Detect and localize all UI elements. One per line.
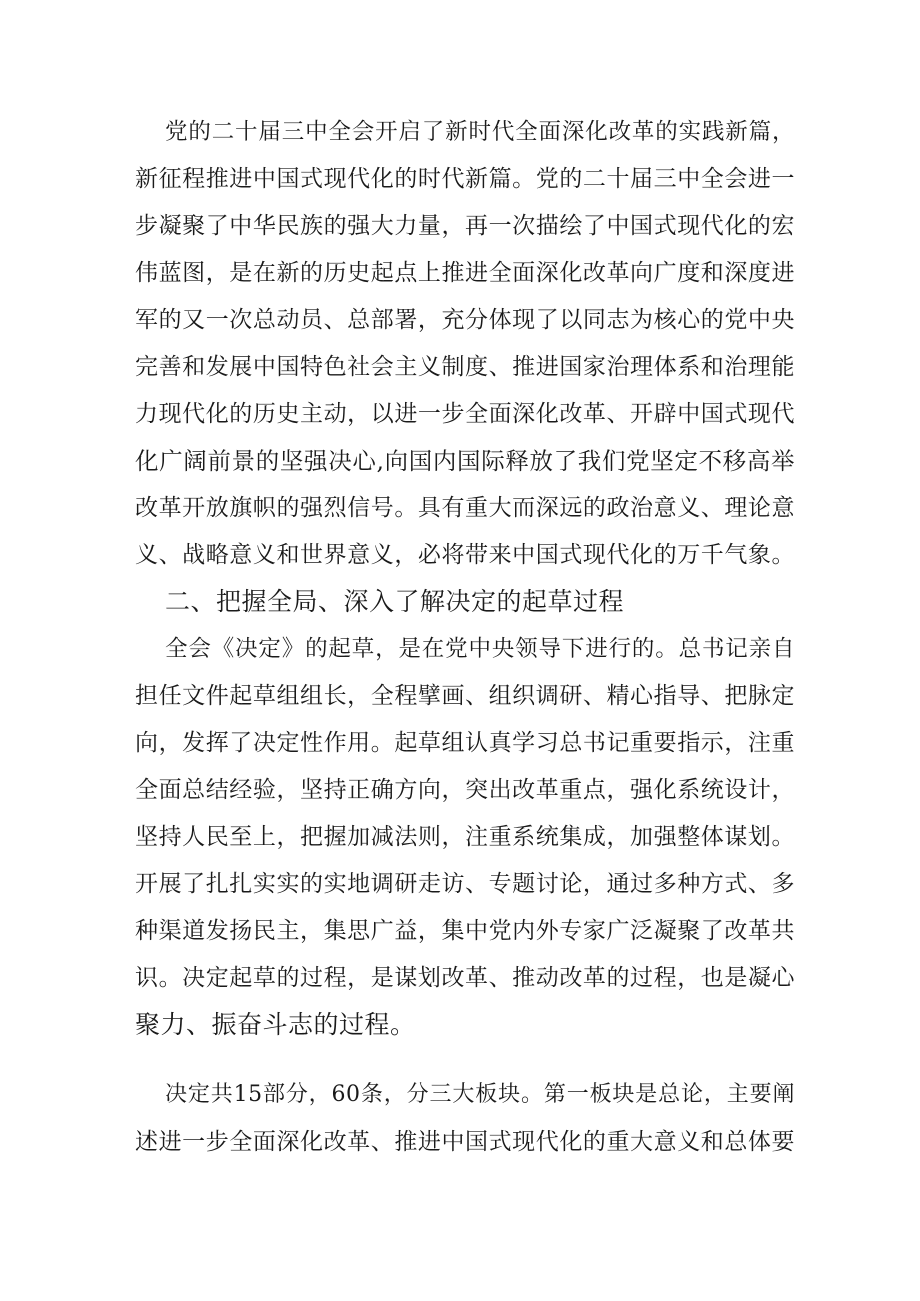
paragraph-2-line-9: 聚力、振奋斗志的过程。 (135, 1010, 416, 1039)
paragraph-1-line-8: 化广阔前景的坚强决心,向国内国际释放了我们党坚定不移高举 (135, 447, 795, 475)
paragraph-2-line-1: 全会《决定》的起草，是在党中央领导下进行的。总书记亲自 (165, 636, 795, 662)
section-heading: 二、把握全局、深入了解决定的起草过程 (165, 587, 625, 616)
paragraph-1-line-4: 伟蓝图，是在新的历史起点上推进全面深化改革向广度和深度进 (135, 260, 795, 286)
paragraph-2-line-6: 开展了扎扎实实的实地调研走访、专题讨论，通过多种方式、多 (135, 871, 795, 897)
paragraph-2-line-3: 向，发挥了决定性作用。起草组认真学习总书记重要指示，注重 (135, 730, 795, 756)
paragraph-2-line-4: 全面总结经验，坚持正确方向，突出改革重点，强化系统设计， (135, 777, 795, 803)
paragraph-1-line-3: 步凝聚了中华民族的强大力量，再一次描绘了中国式现代化的宏 (135, 213, 795, 239)
paragraph-1-line-9: 改革开放旗帜的强烈信号。具有重大而深远的政治意义、理论意 (135, 495, 795, 521)
paragraph-3-line-1: 决定共15部分，60条，分三大板块。第一板块是总论，主要阐 (165, 1082, 795, 1107)
paragraph-2-line-7: 种渠道发扬民主，集思广益，集中党内外专家广泛凝聚了改革共 (135, 918, 795, 944)
paragraph-3-line-2: 述进一步全面深化改革、推进中国式现代化的重大意义和总体要 (135, 1129, 795, 1155)
paragraph-2-line-8: 识。决定起草的过程，是谋划改革、推动改革的过程，也是凝心 (135, 965, 795, 991)
paragraph-1-line-6: 完善和发展中国特色社会主义制度、推进国家治理体系和治理能 (135, 354, 795, 380)
paragraph-1-line-7: 力现代化的历史主动，以进一步全面深化改革、开辟中国式现代 (135, 401, 795, 427)
paragraph-1-line-10: 义、战略意义和世界意义，必将带来中国式现代化的万千气象。 (135, 542, 795, 568)
paragraph-1-line-5: 军的又一次总动员、总部署，充分体现了以同志为核心的党中央 (135, 307, 795, 333)
paragraph-1-line-1: 党的二十届三中全会开启了新时代全面深化改革的实践新篇， (165, 119, 795, 145)
paragraph-1-line-2: 新征程推进中国式现代化的时代新篇。党的二十届三中全会进一 (135, 166, 795, 192)
paragraph-2-line-5: 坚持人民至上，把握加减法则，注重系统集成，加强整体谋划。 (135, 824, 795, 850)
paragraph-2-line-2: 担任文件起草组组长，全程擘画、组织调研、精心指导、把脉定 (135, 683, 795, 709)
